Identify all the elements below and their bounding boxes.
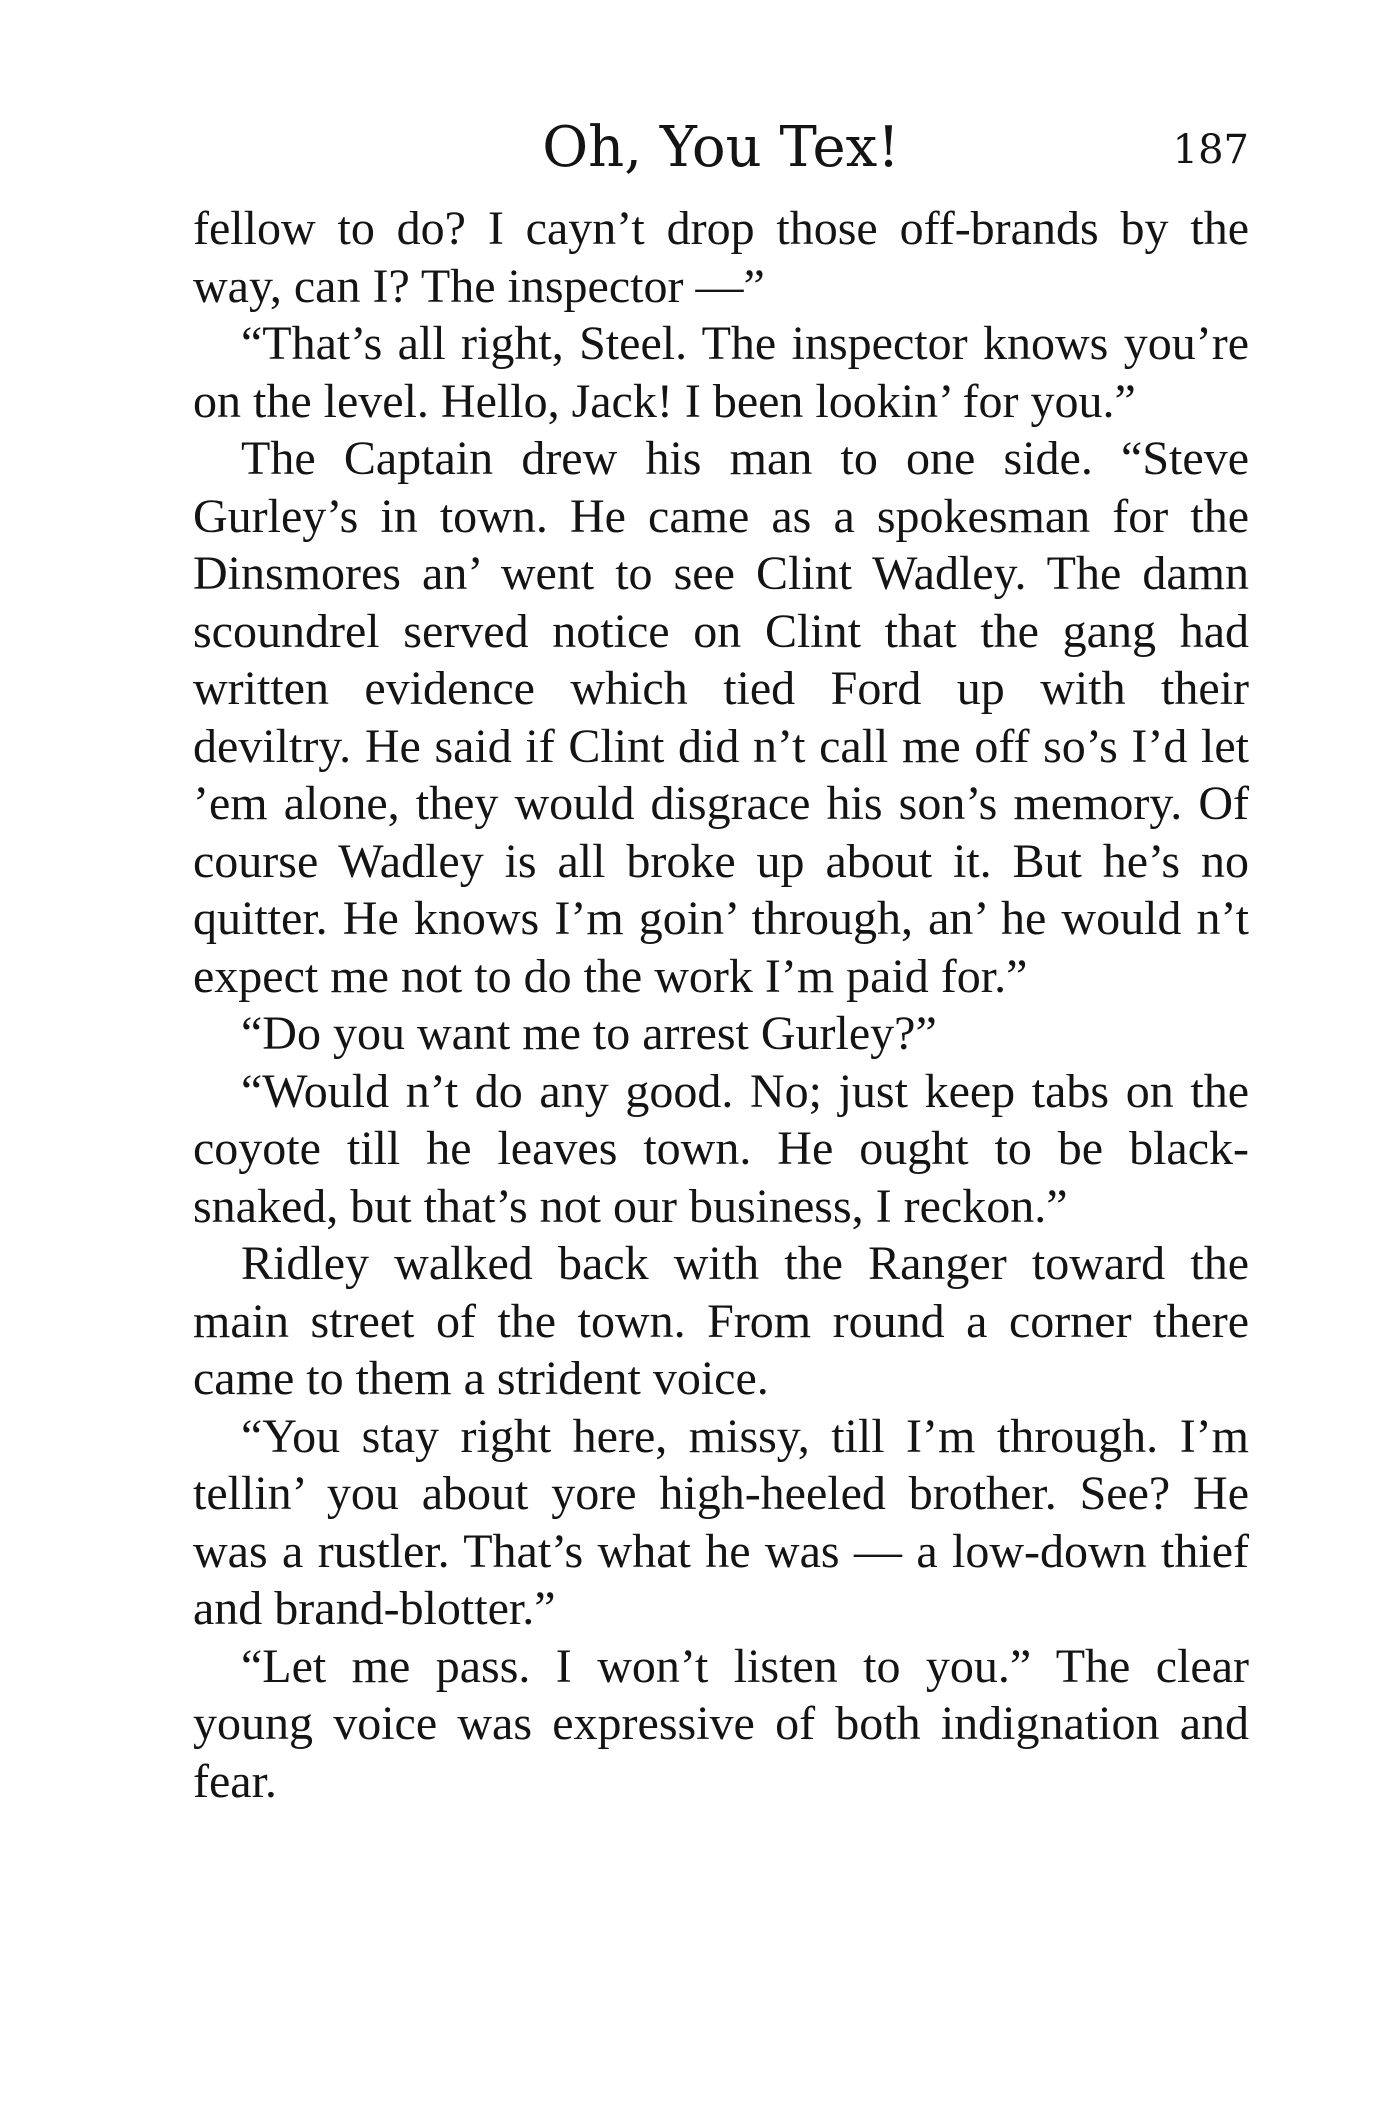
- paragraph: Ridley walked back with the Ranger toward the main street of the town. From round a corner there came to them a strident voice.: [193, 1237, 1249, 1405]
- body-text: [193, 200, 1249, 1810]
- paragraph: “Would n’t do any good. No; just keep tabs on the coyote till he leaves town. He ought to be black-snaked, but that’s not our business, I reckon.”: [193, 1064, 1249, 1233]
- paragraph: “That’s all right, Steel. The inspector knows you’re on the level. Hello, Jack! I been lookin’ for you.”: [193, 317, 1249, 428]
- paragraph: The Captain drew his man to one side. “Steve Gurley’s in town. He came as a spokesman for the Dinsmores an’ went to see Clint Wadley. The damn scoundrel served notice on Clint that the gang had written evidence which tied Ford up with their deviltry. He said if Clint did n’t call me off so’s I’d let ’em alone, they would disgrace his son’s memory. Of course Wadley is all broke up about it. But he’s no quitter. He knows I’m goin’ through, an’ he would n’t expect me not to do the work I’m paid for.”: [193, 432, 1249, 1003]
- paragraph-continued: fellow to do? I cayn’t drop those off-brands by the way, can I? The inspector —”: [193, 202, 1249, 313]
- paragraph: “You stay right here, missy, till I’m through. I’m tellin’ you about yore high-heeled brother. See? He was a rustler. That’s what he was — a low-down thief and brand-blotter.”: [193, 1409, 1249, 1635]
- page-number: 187: [1172, 127, 1249, 173]
- running-head: [193, 108, 1249, 188]
- running-title: Oh, You Tex!: [542, 115, 900, 180]
- paragraph: “Do you want me to arrest Gurley?”: [241, 1007, 937, 1060]
- paragraph: “Let me pass. I won’t listen to you.” The clear young voice was expressive of both indignation and fear.: [193, 1639, 1249, 1808]
